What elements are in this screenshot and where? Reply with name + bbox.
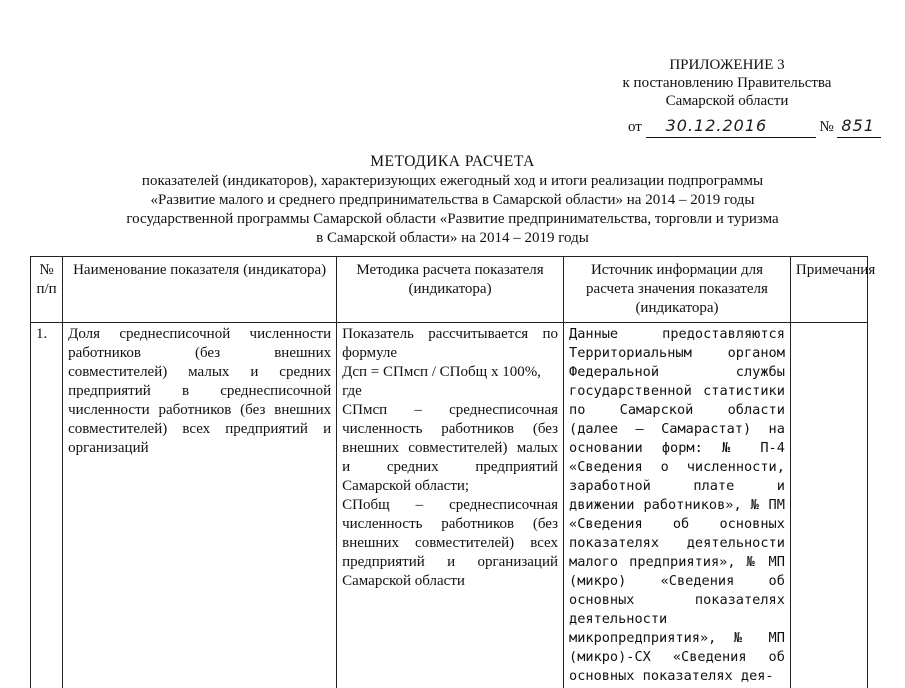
method-formula: Дсп = СПмсп / СПобщ х 100%, (342, 363, 558, 382)
method-intro: Показатель рассчитывается по формуле (342, 325, 558, 363)
table-header-row (31, 257, 868, 323)
number-label: № (819, 119, 833, 135)
subtitle-line: «Развитие малого и среднего предпринимательства в Самарской области» на 2014 – 2019 годы (0, 191, 905, 210)
cell-notes (790, 323, 867, 688)
from-label: от (628, 119, 642, 135)
cell-num: 1. (31, 323, 63, 688)
subtitle-line: показателей (индикаторов), характеризующих ежегодный ход и итоги реализации подпрограммы (0, 172, 905, 191)
appendix-header (597, 56, 857, 110)
document-title: МЕТОДИКА РАСЧЕТА (0, 152, 905, 172)
method-definition: СПмсп – среднесписочная численность работников (без внешних совместителей) малых и средних предприятий Самарской области; (342, 401, 558, 496)
number-field (837, 116, 881, 138)
table-row (31, 323, 868, 688)
handwritten-number: 851 (841, 116, 875, 135)
header-method: Методика расчета показателя (индикатора) (337, 257, 564, 323)
appendix-line: Самарской области (597, 92, 857, 110)
appendix-line: к постановлению Правительства (597, 74, 857, 92)
cell-source: Данные предоставляются Территориальным органом Федеральной службы государственной статистики по Самарской области (далее – Самарастат) на основании форм: № П-4 «Сведения о численности, заработной плате и движении работников», № ПМ «Сведения об основных показателях деятельности малого предприятия», № МП (микро) «Сведения об основных показателях деятельности микропредприятия», № МП (микро)-СХ «Сведения об основных показателях дея- (564, 323, 791, 688)
cell-name: Доля среднесписочной численности работников (без внешних совместителей) малых и средних предприятий в среднесписочной численности работников (без внешних совместителей) всех предприятий и организаций (63, 323, 337, 688)
document-subtitle (0, 172, 905, 248)
method-definition: СПобщ – среднесписочная численность работников (без внешних совместителей) всех предприятий и организаций Самарской области (342, 496, 558, 591)
cell-method (337, 323, 564, 688)
date-field (646, 116, 816, 138)
header-notes: Примечания (790, 257, 867, 323)
header-source: Источник информации для расчета значения показателя (индикатора) (564, 257, 791, 323)
method-where: где (342, 382, 558, 401)
header-num: № п/п (31, 257, 63, 323)
appendix-title: ПРИЛОЖЕНИЕ 3 (597, 56, 857, 74)
header-name: Наименование показателя (индикатора) (63, 257, 337, 323)
document-reference (628, 116, 881, 138)
subtitle-line: в Самарской области» на 2014 – 2019 годы (0, 229, 905, 248)
subtitle-line: государственной программы Самарской области «Развитие предпринимательства, торговли и туризма (0, 210, 905, 229)
indicators-table (30, 256, 868, 688)
handwritten-date: 30.12.2016 (666, 116, 768, 135)
